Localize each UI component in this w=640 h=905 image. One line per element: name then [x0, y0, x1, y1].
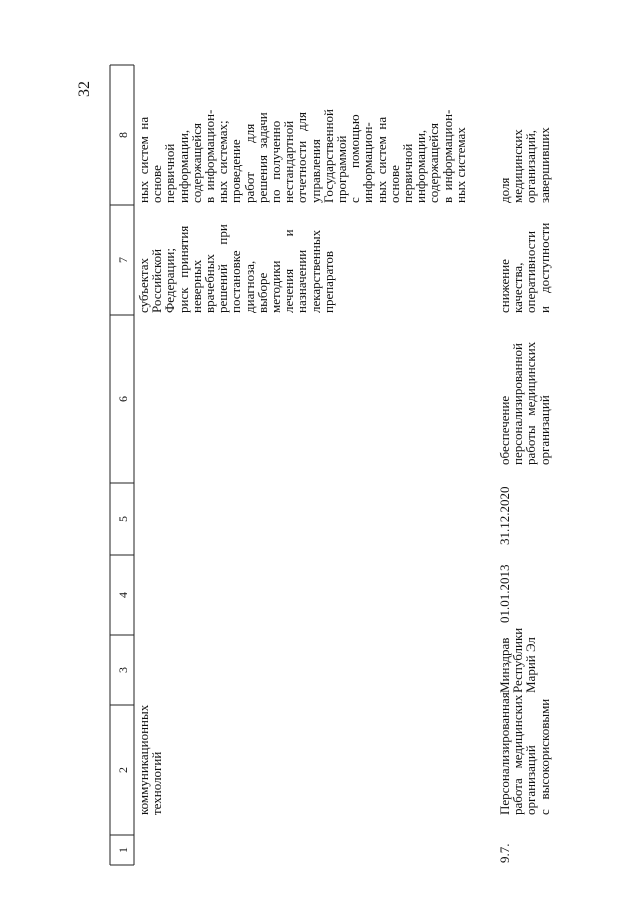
column-number-1: 1 — [116, 847, 130, 853]
row-9-7-number: 9.7. — [497, 843, 512, 863]
column-number-4: 4 — [116, 592, 130, 598]
row-9-7-responsible: Минздрав Республики Марий Эл — [497, 627, 539, 693]
row-9-7-indicator: доля медицинских организаций, завершивших — [497, 127, 552, 203]
page-number: 32 — [76, 81, 93, 97]
continuation-col8-text: ных систем на основе первичной информации, содержащейся в информацион- ных системах; проведение работ для решения задачи по полученно нестандартной отчетности для управления Государственной программой с помощью информацион- ных систем на основе первичной информации, содержащейся в информацион- ных системах — [136, 108, 468, 203]
row-9-7-start-date: 01.01.2013 — [497, 564, 512, 623]
continuation-col7-text: субъектах Российской Федерации; риск принятия неверных врачебных решений при постановке диагноза, выборе методики лечения и назначении лекарственных препаратов — [136, 224, 336, 313]
row-9-7-title: Персонализированная работа медицинских организаций с высокорисковыми — [497, 692, 552, 815]
row-9-7-expected-result: обеспечение персонализированной работы медицинских организаций — [497, 341, 552, 465]
row-9-7-consequences: снижение качества, оперативности и доступности — [497, 222, 552, 313]
row-9-7-end-date: 31.12.2020 — [497, 486, 512, 545]
column-number-5: 5 — [116, 516, 130, 522]
column-number-7: 7 — [116, 257, 130, 263]
column-number-8: 8 — [116, 132, 130, 138]
column-number-6: 6 — [116, 396, 130, 402]
column-number-2: 2 — [116, 767, 130, 773]
column-number-3: 3 — [116, 667, 130, 673]
continuation-col2-text: коммуникационных технологий — [136, 704, 165, 815]
